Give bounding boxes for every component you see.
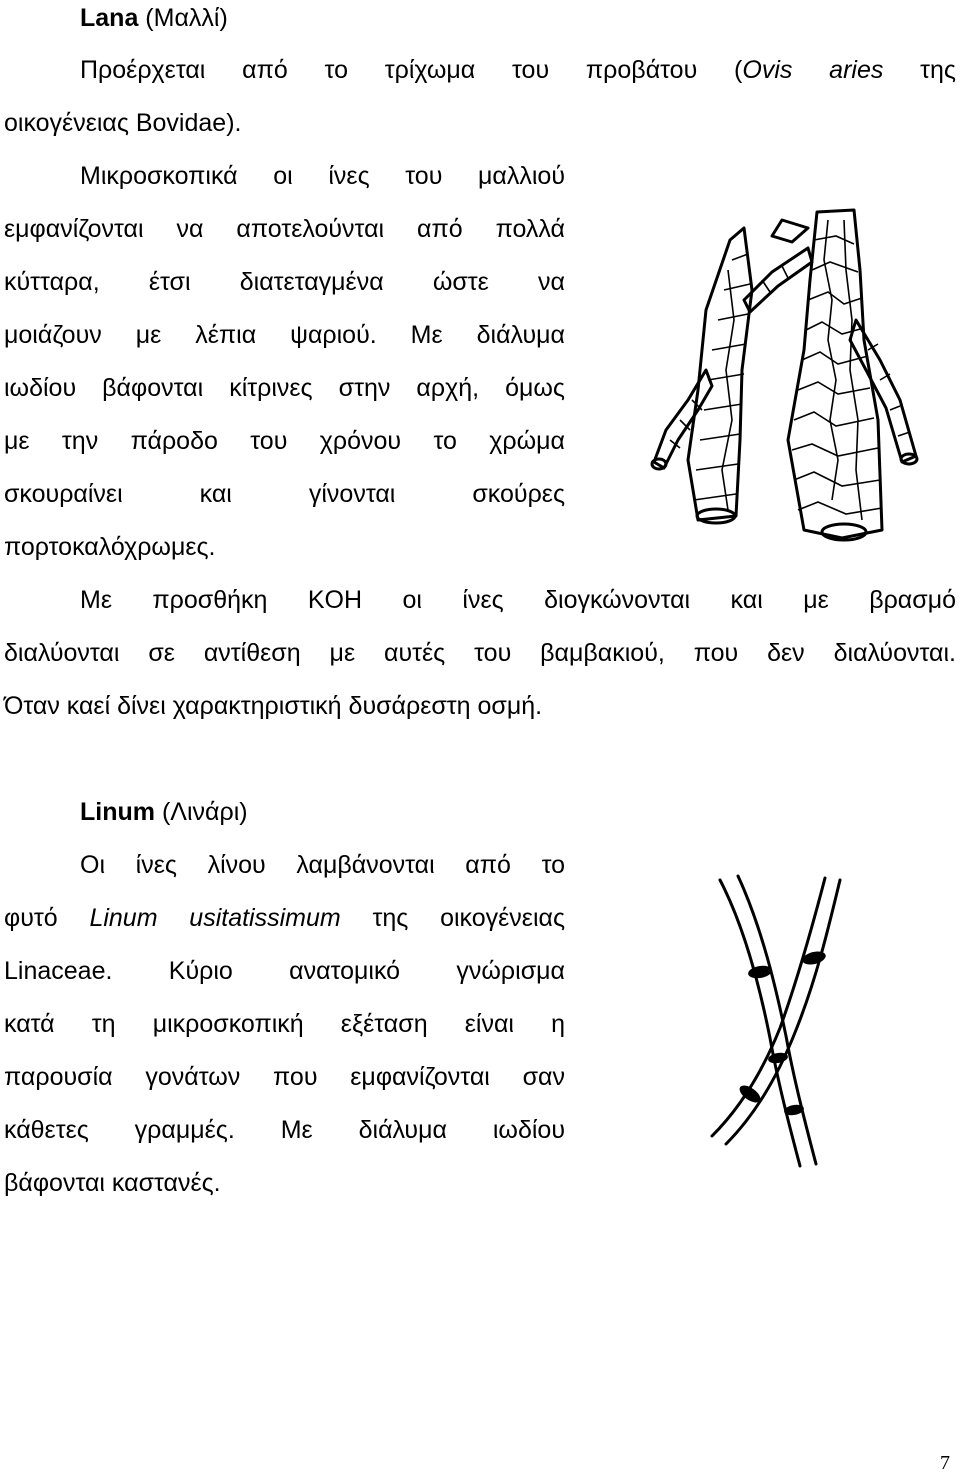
flax-fiber-1-edge: [720, 880, 800, 1166]
section-heading-lana: [80, 3, 228, 33]
paragraph-line: εμφανίζονται να αποτελούνται από πολλά: [4, 215, 565, 243]
paragraph-line: διαλύονται σε αντίθεση με αυτές του βαμβακιού, που δεν διαλύονται.: [4, 639, 956, 667]
paragraph-line: Μικροσκοπικά οι ίνες του μαλλιού: [80, 162, 565, 190]
paragraph-line: βάφονται καστανές.: [4, 1169, 221, 1197]
heading-greek: (Μαλλί): [138, 4, 228, 32]
paragraph-line: κύτταρα, έτσι διατεταγμένα ώστε να: [4, 268, 565, 296]
paragraph-line: Όταν καεί δίνει χαρακτηριστική δυσάρεστη οσμή.: [4, 692, 543, 720]
heading-greek: (Λινάρι): [155, 798, 248, 826]
paragraph-line: μοιάζουν με λέπια ψαριού. Με διάλυμα: [4, 321, 565, 349]
paragraph-line: Οι ίνες λίνου λαμβάνονται από το: [80, 851, 565, 879]
section-heading-linum: [80, 797, 248, 827]
paragraph-line: κάθετες γραμμές. Με διάλυμα ιωδίου: [4, 1116, 565, 1144]
paragraph-line: φυτό Linum usitatissimum της οικογένειας: [4, 904, 565, 932]
paragraph-line: Προέρχεται από το τρίχωμα του προβάτου (Ovis aries της: [80, 56, 956, 84]
flax-fiber-1-edge: [738, 876, 816, 1164]
top-curl: [772, 220, 808, 242]
paragraph-line: ιωδίου βάφονται κίτρινες στην αρχή, όμως: [4, 374, 565, 402]
paragraph-line: πορτοκαλόχρωμες.: [4, 533, 216, 561]
right-branch: [850, 320, 916, 462]
paragraph-line: σκουραίνει και γίνονται σκούρες: [4, 480, 565, 508]
paragraph-line: με την πάροδο του χρόνου το χρώμα: [4, 427, 565, 455]
paragraph-line: Linaceae. Κύριο ανατομικό γνώρισμα: [4, 957, 565, 985]
heading-latin: Linum: [80, 798, 155, 826]
flax-fiber-2-edge: [712, 878, 825, 1136]
paragraph-line: οικογένειας Bovidae).: [4, 109, 242, 137]
connecting-branch: [744, 248, 812, 312]
paragraph-line: παρουσία γονάτων που εμφανίζονται σαν: [4, 1063, 565, 1091]
heading-latin: Lana: [80, 4, 139, 32]
paragraph-line: κατά τη μικροσκοπική εξέταση είναι η: [4, 1010, 565, 1038]
wool-fiber-illustration: [632, 200, 932, 560]
page-number: 7: [940, 1452, 950, 1474]
flax-fiber-illustration: [690, 868, 870, 1173]
paragraph-line: Με προσθήκη KOH οι ίνες διογκώνονται και με βρασμό: [80, 586, 956, 614]
left-branch: [654, 370, 712, 468]
